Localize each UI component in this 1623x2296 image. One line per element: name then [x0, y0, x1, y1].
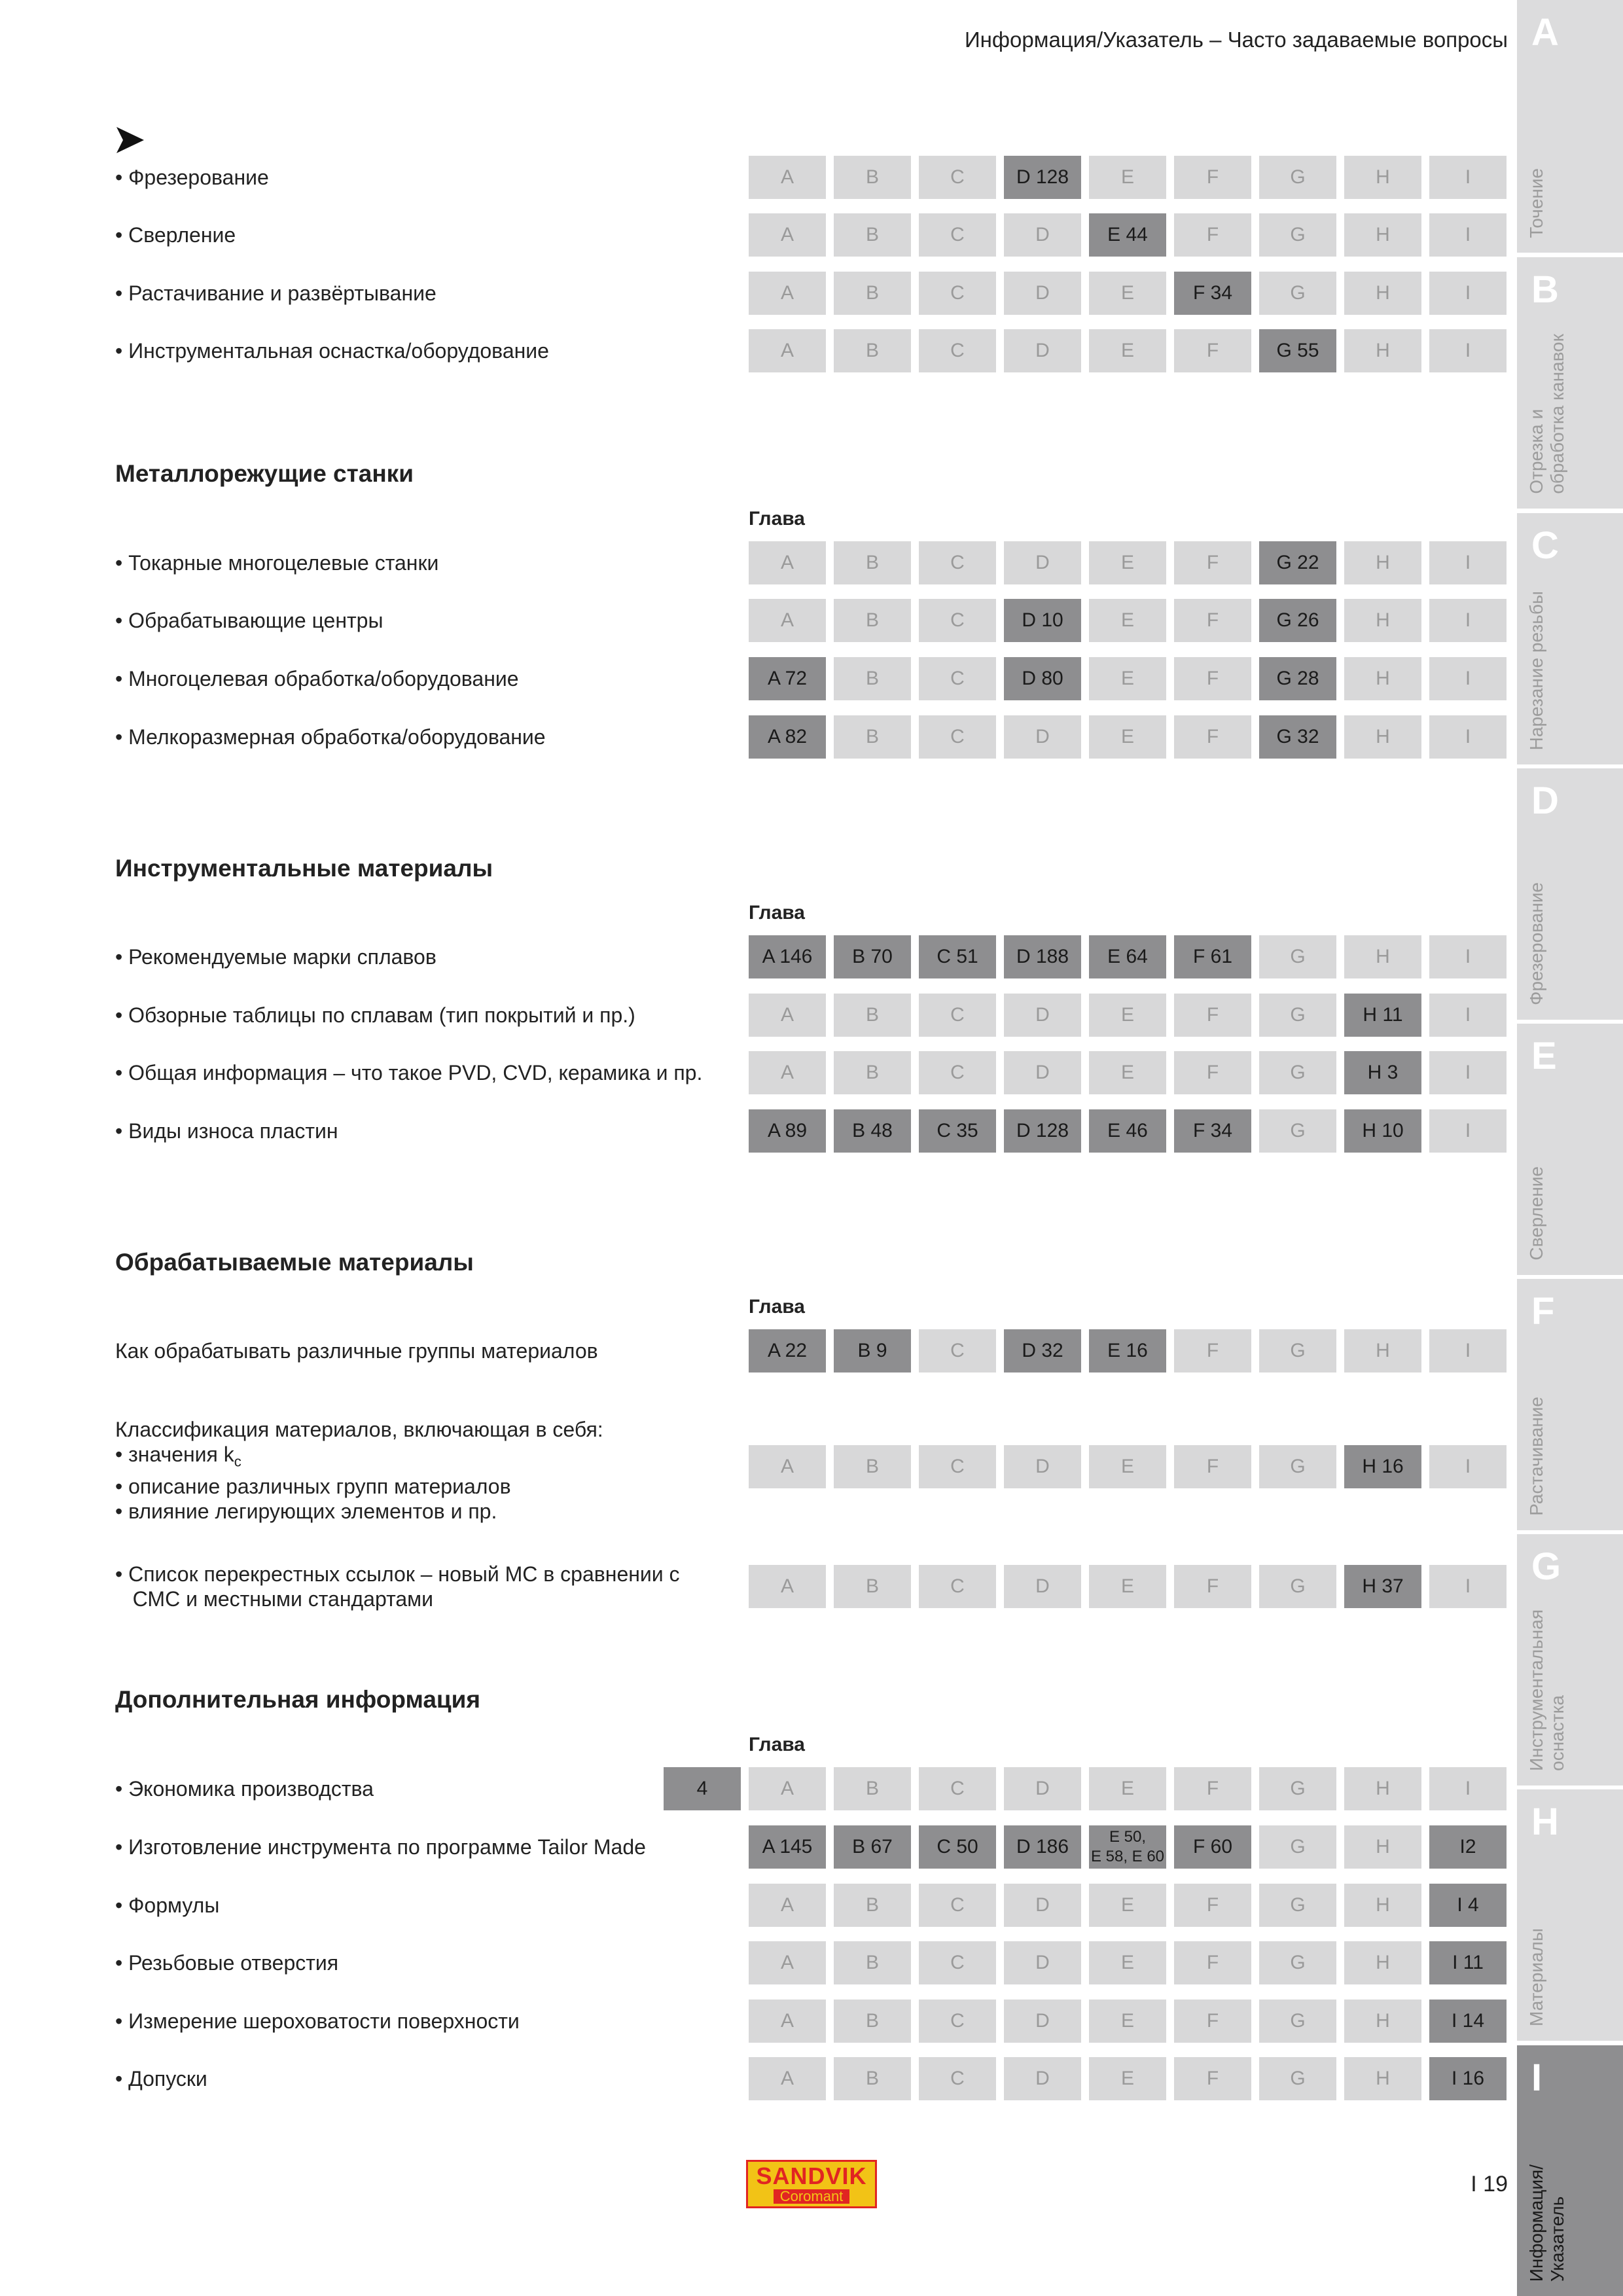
- chapter-cells-row: [749, 1767, 1507, 1810]
- chapter-cell-empty: H: [1344, 935, 1421, 978]
- chapter-tab-f[interactable]: [1517, 1279, 1623, 1530]
- chapter-cell-empty: C: [919, 2057, 996, 2100]
- chapter-cells-row: [749, 1565, 1507, 1608]
- tab-label: Материалы: [1526, 1928, 1546, 2026]
- chapter-cell-empty: E: [1089, 156, 1166, 199]
- chapter-cell-empty: I: [1429, 1109, 1507, 1153]
- page-header: Информация/Указатель – Часто задаваемые вопросы: [964, 27, 1508, 52]
- chapter-cell-empty: A: [749, 1767, 826, 1810]
- chapter-ref-cell[interactable]: I2: [1429, 1825, 1507, 1869]
- chapter-cell-empty: E: [1089, 541, 1166, 584]
- chapter-cell-empty: A: [749, 2057, 826, 2100]
- section-title: Обрабатываемые материалы: [115, 1249, 474, 1276]
- tab-letter: I: [1531, 2056, 1543, 2099]
- row-label: • Экономика производства: [115, 1777, 374, 1801]
- chapter-cell-empty: A: [749, 2000, 826, 2043]
- chapter-cell-empty: G: [1259, 994, 1336, 1037]
- chapter-cell-empty: A: [749, 272, 826, 315]
- chapter-cell-empty: A: [749, 1565, 826, 1608]
- chapter-cell-empty: C: [919, 272, 996, 315]
- chapter-cell-empty: G: [1259, 2000, 1336, 2043]
- tab-label: Точение: [1526, 168, 1546, 238]
- chapter-cell-empty: H: [1344, 2000, 1421, 2043]
- chapter-cell-empty: B: [834, 2057, 911, 2100]
- chapter-cells-row: [749, 1051, 1507, 1094]
- chapter-cell-empty: E: [1089, 715, 1166, 759]
- tab-letter: B: [1531, 268, 1559, 311]
- chapter-cells-row: [749, 2057, 1507, 2100]
- section-title: Дополнительная информация: [115, 1686, 481, 1713]
- chapter-cell-empty: D: [1004, 2057, 1081, 2100]
- chapter-cell-empty: H: [1344, 2057, 1421, 2100]
- chapter-cell-empty: F: [1174, 657, 1251, 700]
- chapter-ref-cell[interactable]: G 26: [1259, 599, 1336, 642]
- chapter-cell-empty: B: [834, 1767, 911, 1810]
- chapter-cell-empty: E: [1089, 657, 1166, 700]
- chapter-ref-cell[interactable]: H 16: [1344, 1445, 1421, 1488]
- chapter-cell-empty: B: [834, 1051, 911, 1094]
- tab-label: Отрезка и обработка канавок: [1526, 334, 1567, 494]
- chapter-ref-cell[interactable]: A 89: [749, 1109, 826, 1153]
- chapter-ref-cell[interactable]: G 22: [1259, 541, 1336, 584]
- chapter-ref-cell[interactable]: H 37: [1344, 1565, 1421, 1608]
- chapter-ref-cell[interactable]: D 80: [1004, 657, 1081, 700]
- chapter-cell-empty: B: [834, 2000, 911, 2043]
- chapter-cell-empty: H: [1344, 657, 1421, 700]
- chapter-cell-empty: H: [1344, 541, 1421, 584]
- logo-line2: Coromant: [774, 2189, 850, 2204]
- chapter-ref-cell[interactable]: G 32: [1259, 715, 1336, 759]
- chapter-ref-cell[interactable]: F 34: [1174, 272, 1251, 315]
- tab-letter: G: [1531, 1545, 1561, 1588]
- chapter-tab-d[interactable]: [1517, 768, 1623, 1020]
- section-title: Металлорежущие станки: [115, 460, 414, 487]
- chapter-cells-row: [749, 935, 1507, 978]
- tab-letter: E: [1531, 1035, 1557, 1077]
- chapter-cell-empty: I: [1429, 272, 1507, 315]
- chapter-cell-empty: H: [1344, 715, 1421, 759]
- chapter-ref-cell[interactable]: I 14: [1429, 2000, 1507, 2043]
- chapter-cell-empty: D: [1004, 2000, 1081, 2043]
- chapter-cell-empty: B: [834, 272, 911, 315]
- chapter-ref-cell[interactable]: D 128: [1004, 1109, 1081, 1153]
- chapter-tab-b[interactable]: [1517, 257, 1623, 509]
- tab-letter: A: [1531, 11, 1559, 54]
- chapter-cell-empty: C: [919, 599, 996, 642]
- row-label: • Токарные многоцелевые станки: [115, 551, 439, 575]
- row-label: • Общая информация – что такое PVD, CVD, керамика и пр.: [115, 1061, 703, 1085]
- chapter-ref-cell[interactable]: B 67: [834, 1825, 911, 1869]
- chapter-cell-empty: A: [749, 1941, 826, 1984]
- chapter-cell-empty: G: [1259, 156, 1336, 199]
- chapter-ref-cell[interactable]: I 11: [1429, 1941, 1507, 1984]
- chapter-cells-row: [749, 541, 1507, 584]
- chapter-ref-cell[interactable]: C 35: [919, 1109, 996, 1153]
- chapter-cell-empty: G: [1259, 1884, 1336, 1927]
- chapter-cells-row: [749, 1884, 1507, 1927]
- chapter-cell-empty: H: [1344, 272, 1421, 315]
- chapter-cell-empty: A: [749, 1445, 826, 1488]
- chapter-cell-empty: D: [1004, 994, 1081, 1037]
- chapter-cell-empty: H: [1344, 329, 1421, 372]
- tab-label: Растачивание: [1526, 1397, 1546, 1516]
- chapter-cell-empty: C: [919, 1051, 996, 1094]
- label-line-text: • значения k: [115, 1443, 234, 1466]
- chapter-ref-cell[interactable]: F 61: [1174, 935, 1251, 978]
- chapter-cell-empty: I: [1429, 935, 1507, 978]
- chapter-cell-empty: F: [1174, 329, 1251, 372]
- chapter-ref-cell[interactable]: B 48: [834, 1109, 911, 1153]
- chapter-cell-empty: I: [1429, 329, 1507, 372]
- row-label: • Допуски: [115, 2067, 207, 2090]
- chapter-cell-empty: H: [1344, 599, 1421, 642]
- chapter-cell-empty: E: [1089, 2000, 1166, 2043]
- chapter-ref-cell[interactable]: B 70: [834, 935, 911, 978]
- chapter-cells-row: [749, 994, 1507, 1037]
- chapter-cell-empty: D: [1004, 329, 1081, 372]
- chapter-cell-empty: C: [919, 1884, 996, 1927]
- chapter-cell-empty: I: [1429, 213, 1507, 257]
- chapter-cell-empty: G: [1259, 1825, 1336, 1869]
- chapter-ref-cell[interactable]: I 16: [1429, 2057, 1507, 2100]
- chapter-cell-empty: G: [1259, 1329, 1336, 1372]
- chapter-ref-cell[interactable]: H 10: [1344, 1109, 1421, 1153]
- chapter-cell-empty: D: [1004, 715, 1081, 759]
- chapter-cell-empty: I: [1429, 1329, 1507, 1372]
- row-label: Как обрабатывать различные группы материалов: [115, 1339, 598, 1363]
- chapter-ref-cell[interactable]: D 128: [1004, 156, 1081, 199]
- tab-letter: H: [1531, 1801, 1559, 1843]
- chapter-cell-empty: F: [1174, 2057, 1251, 2100]
- chapter-cell-empty: G: [1259, 213, 1336, 257]
- chapter-ref-cell[interactable]: E 64: [1089, 935, 1166, 978]
- chapter-cell-empty: F: [1174, 1051, 1251, 1094]
- chapter-cell-empty: D: [1004, 213, 1081, 257]
- chapter-ref-cell[interactable]: F 60: [1174, 1825, 1251, 1869]
- chapter-cell-empty: E: [1089, 1941, 1166, 1984]
- chapter-cells-row: [749, 599, 1507, 642]
- chapter-cell-empty: F: [1174, 156, 1251, 199]
- chapter-cell-empty: B: [834, 541, 911, 584]
- chapter-ref-cell[interactable]: C 51: [919, 935, 996, 978]
- chapter-ref-cell[interactable]: A 145: [749, 1825, 826, 1869]
- chapter-cell-empty: F: [1174, 2000, 1251, 2043]
- tab-letter: C: [1531, 524, 1559, 567]
- chapter-cell-empty: F: [1174, 715, 1251, 759]
- chapter-cells-row: [749, 272, 1507, 315]
- chapter-cell-empty: D: [1004, 1884, 1081, 1927]
- chapter-ref-cell[interactable]: E 46: [1089, 1109, 1166, 1153]
- chapter-cell-empty: E: [1089, 1565, 1166, 1608]
- chapter-cell-empty: B: [834, 329, 911, 372]
- chapter-cell-empty: D: [1004, 1445, 1081, 1488]
- chapter-cell-empty: E: [1089, 994, 1166, 1037]
- section-title: Инструментальные материалы: [115, 855, 493, 882]
- chapter-cell-empty: F: [1174, 213, 1251, 257]
- chapter-ref-cell[interactable]: F 34: [1174, 1109, 1251, 1153]
- chapter-cell-empty: G: [1259, 1565, 1336, 1608]
- chapter-cell-empty: I: [1429, 1051, 1507, 1094]
- chapter-cell-empty: C: [919, 994, 996, 1037]
- chapter-tab-e[interactable]: [1517, 1024, 1623, 1275]
- arrow-icon: [115, 124, 145, 156]
- chapter-cell-empty: E: [1089, 1884, 1166, 1927]
- chapter-cell-empty: D: [1004, 272, 1081, 315]
- chapter-ref-cell[interactable]: G 28: [1259, 657, 1336, 700]
- chapter-cell-empty: D: [1004, 1051, 1081, 1094]
- chapter-cell-empty: B: [834, 599, 911, 642]
- chapter-cell-empty: C: [919, 329, 996, 372]
- chapter-ref-cell[interactable]: H 11: [1344, 994, 1421, 1037]
- chapter-cell-empty: C: [919, 213, 996, 257]
- chapter-cell-empty: H: [1344, 213, 1421, 257]
- tab-label: Инструментальная оснастка: [1526, 1609, 1567, 1771]
- chapter-cells-row: [749, 657, 1507, 700]
- chapter-cells-row: [749, 1109, 1507, 1153]
- chapter-ref-cell[interactable]: H 3: [1344, 1051, 1421, 1094]
- chapter-cell-empty: B: [834, 213, 911, 257]
- chapter-cell-empty: B: [834, 1941, 911, 1984]
- row-label: • Виды износа пластин: [115, 1119, 338, 1143]
- chapter-cells-row: [749, 213, 1507, 257]
- chapter-cell-empty: D: [1004, 1767, 1081, 1810]
- chapter-cell-empty: A: [749, 541, 826, 584]
- chapter-ref-cell[interactable]: D 186: [1004, 1825, 1081, 1869]
- chapter-cell-empty: D: [1004, 541, 1081, 584]
- chapter-cell-empty: G: [1259, 1051, 1336, 1094]
- chapter-cell-empty: A: [749, 329, 826, 372]
- chapter-cells-row: [749, 156, 1507, 199]
- row-label: • Фрезерование: [115, 166, 269, 189]
- chapter-cell-empty: B: [834, 1565, 911, 1608]
- row-label: • Изготовление инструмента по программе Tailor Made: [115, 1835, 646, 1859]
- chapter-cell-empty: B: [834, 994, 911, 1037]
- row-label: • Формулы: [115, 1893, 220, 1917]
- chapter-cell-empty: B: [834, 715, 911, 759]
- chapter-tab-g[interactable]: [1517, 1534, 1623, 1785]
- chapter-cell-empty: F: [1174, 541, 1251, 584]
- chapter-cell-empty: I: [1429, 657, 1507, 700]
- tab-letter: D: [1531, 780, 1559, 822]
- chapter-cell-empty: G: [1259, 1941, 1336, 1984]
- chapter-cell-empty: A: [749, 599, 826, 642]
- chapter-tab-a[interactable]: [1517, 0, 1623, 253]
- chapter-ref-cell[interactable]: D 32: [1004, 1329, 1081, 1372]
- chapter-cell-empty: I: [1429, 1445, 1507, 1488]
- chapter-cell-empty: C: [919, 715, 996, 759]
- tab-label: Фрезерование: [1526, 882, 1546, 1005]
- chapter-cell-empty: I: [1429, 1565, 1507, 1608]
- chapter-column-label: Глава: [749, 902, 805, 924]
- chapter-cell-empty: E: [1089, 329, 1166, 372]
- chapter-cell-empty: E: [1089, 1767, 1166, 1810]
- chapter-cell-empty: A: [749, 213, 826, 257]
- row-label: • Мелкоразмерная обработка/оборудование: [115, 725, 546, 749]
- chapter-cell-empty: A: [749, 1051, 826, 1094]
- chapter-cell-empty: I: [1429, 599, 1507, 642]
- chapter-ref-cell[interactable]: B 9: [834, 1329, 911, 1372]
- row-label: • Обрабатывающие центры: [115, 609, 383, 632]
- chapter-ref-cell[interactable]: G 55: [1259, 329, 1336, 372]
- row-label: • Многоцелевая обработка/оборудование: [115, 667, 519, 691]
- sandvik-logo: [746, 2160, 877, 2208]
- row-label: • Обзорные таблицы по сплавам (тип покрытий и пр.): [115, 1003, 635, 1027]
- chapter-cell-empty: I: [1429, 156, 1507, 199]
- chapter-cell-empty: B: [834, 1445, 911, 1488]
- chapter-cell-empty: A: [749, 1884, 826, 1927]
- chapter-cells-row: [749, 1329, 1507, 1372]
- row-label: • Растачивание и развёртывание: [115, 281, 437, 305]
- chapter-ref-cell[interactable]: D 188: [1004, 935, 1081, 978]
- chapter-cell-empty: C: [919, 1445, 996, 1488]
- chapter-cell-empty: E: [1089, 599, 1166, 642]
- chapter-ref-cell[interactable]: A 22: [749, 1329, 826, 1372]
- chapter-tab-i[interactable]: [1517, 2045, 1623, 2296]
- chapter-cell-empty: C: [919, 1329, 996, 1372]
- chapter-cell-empty: B: [834, 156, 911, 199]
- label-line: СМС и местными стандартами: [115, 1587, 434, 1611]
- chapter-cell-empty: F: [1174, 599, 1251, 642]
- chapter-ref-cell[interactable]: 4: [664, 1767, 741, 1810]
- chapter-cell-empty: I: [1429, 994, 1507, 1037]
- chapter-cell-empty: E: [1089, 2057, 1166, 2100]
- chapter-cell-empty: C: [919, 1767, 996, 1810]
- chapter-cell-empty: E: [1089, 1051, 1166, 1094]
- chapter-cell-empty: H: [1344, 1767, 1421, 1810]
- row-label: • Измерение шероховатости поверхности: [115, 2009, 520, 2033]
- chapter-ref-cell[interactable]: E 44: [1089, 213, 1166, 257]
- chapter-cell-empty: D: [1004, 1941, 1081, 1984]
- chapter-cells-row: [749, 1825, 1507, 1869]
- chapter-column-label: Глава: [749, 1734, 805, 1755]
- chapter-cell-empty: F: [1174, 1767, 1251, 1810]
- chapter-cell-empty: H: [1344, 1884, 1421, 1927]
- chapter-cells-row: [749, 1941, 1507, 1984]
- chapter-cell-empty: C: [919, 156, 996, 199]
- chapter-cell-empty: F: [1174, 1884, 1251, 1927]
- chapter-cell-empty: D: [1004, 1565, 1081, 1608]
- chapter-cell-empty: C: [919, 1565, 996, 1608]
- chapter-cell-empty: C: [919, 541, 996, 584]
- chapter-tab-c[interactable]: [1517, 513, 1623, 764]
- chapter-cell-empty: H: [1344, 1941, 1421, 1984]
- row-label: • Сверление: [115, 223, 236, 247]
- chapter-column-label: Глава: [749, 1296, 805, 1318]
- kc-subscript: c: [234, 1453, 241, 1470]
- tab-label: Нарезание резьбы: [1526, 590, 1546, 750]
- tab-label: Информация/ Указатель: [1526, 2164, 1567, 2282]
- chapter-ref-cell[interactable]: A 72: [749, 657, 826, 700]
- chapter-cell-empty: E: [1089, 1445, 1166, 1488]
- chapter-cell-empty: F: [1174, 1941, 1251, 1984]
- chapter-cell-empty: I: [1429, 715, 1507, 759]
- label-line: [115, 1442, 737, 1474]
- chapter-cell-empty: B: [834, 657, 911, 700]
- chapter-ref-cell[interactable]: D 10: [1004, 599, 1081, 642]
- row-label: • Инструментальная оснастка/оборудование: [115, 339, 549, 363]
- chapter-cell-empty: F: [1174, 1445, 1251, 1488]
- chapter-ref-cell[interactable]: E 50, E 58, E 60: [1089, 1825, 1166, 1869]
- label-line: • Список перекрестных ссылок – новый МС в сравнении с: [115, 1562, 680, 1586]
- chapter-cell-empty: C: [919, 2000, 996, 2043]
- logo-line1: SANDVIK: [756, 2162, 867, 2189]
- row-label: [115, 1417, 737, 1524]
- chapter-cell-empty: C: [919, 1941, 996, 1984]
- chapter-cell-empty: G: [1259, 1445, 1336, 1488]
- chapter-ref-cell[interactable]: I 4: [1429, 1884, 1507, 1927]
- chapter-cell-empty: H: [1344, 156, 1421, 199]
- chapter-cell-empty: H: [1344, 1825, 1421, 1869]
- chapter-column-label: Глава: [749, 508, 805, 529]
- chapter-cell-empty: H: [1344, 1329, 1421, 1372]
- tab-letter: F: [1531, 1290, 1555, 1333]
- chapter-cell-empty: B: [834, 1884, 911, 1927]
- label-line: • описание различных групп материалов: [115, 1475, 511, 1499]
- chapter-ref-cell[interactable]: E 16: [1089, 1329, 1166, 1372]
- chapter-tab-h[interactable]: [1517, 1789, 1623, 2041]
- label-line: Классификация материалов, включающая в себя:: [115, 1418, 603, 1441]
- chapter-cells-row: [749, 329, 1507, 372]
- chapter-cell-empty: F: [1174, 1565, 1251, 1608]
- tab-label: Сверление: [1526, 1166, 1546, 1261]
- chapter-cells-row: [749, 715, 1507, 759]
- chapter-cell-empty: F: [1174, 1329, 1251, 1372]
- chapter-ref-cell[interactable]: A 82: [749, 715, 826, 759]
- chapter-cell-empty: F: [1174, 994, 1251, 1037]
- chapter-cell-empty: G: [1259, 2057, 1336, 2100]
- chapter-ref-cell[interactable]: A 146: [749, 935, 826, 978]
- chapter-cells-row: [749, 2000, 1507, 2043]
- chapter-cell-empty: A: [749, 156, 826, 199]
- chapter-cell-empty: C: [919, 657, 996, 700]
- chapter-cell-empty: I: [1429, 541, 1507, 584]
- chapter-cells-row: [749, 1445, 1507, 1488]
- row-label: [115, 1562, 737, 1611]
- chapter-ref-cell[interactable]: C 50: [919, 1825, 996, 1869]
- chapter-cell-empty: I: [1429, 1767, 1507, 1810]
- chapter-cell-empty: G: [1259, 272, 1336, 315]
- chapter-tabs: [1517, 0, 1623, 2296]
- page-number: I 19: [1471, 2172, 1508, 2197]
- chapter-cell-empty: E: [1089, 272, 1166, 315]
- row-label: • Резьбовые отверстия: [115, 1951, 339, 1975]
- label-line: • влияние легирующих элементов и пр.: [115, 1499, 497, 1524]
- chapter-cell-empty: G: [1259, 1109, 1336, 1153]
- chapter-cell-empty: A: [749, 994, 826, 1037]
- row-label: • Рекомендуемые марки сплавов: [115, 945, 437, 969]
- chapter-cell-empty: G: [1259, 1767, 1336, 1810]
- chapter-cell-empty: G: [1259, 935, 1336, 978]
